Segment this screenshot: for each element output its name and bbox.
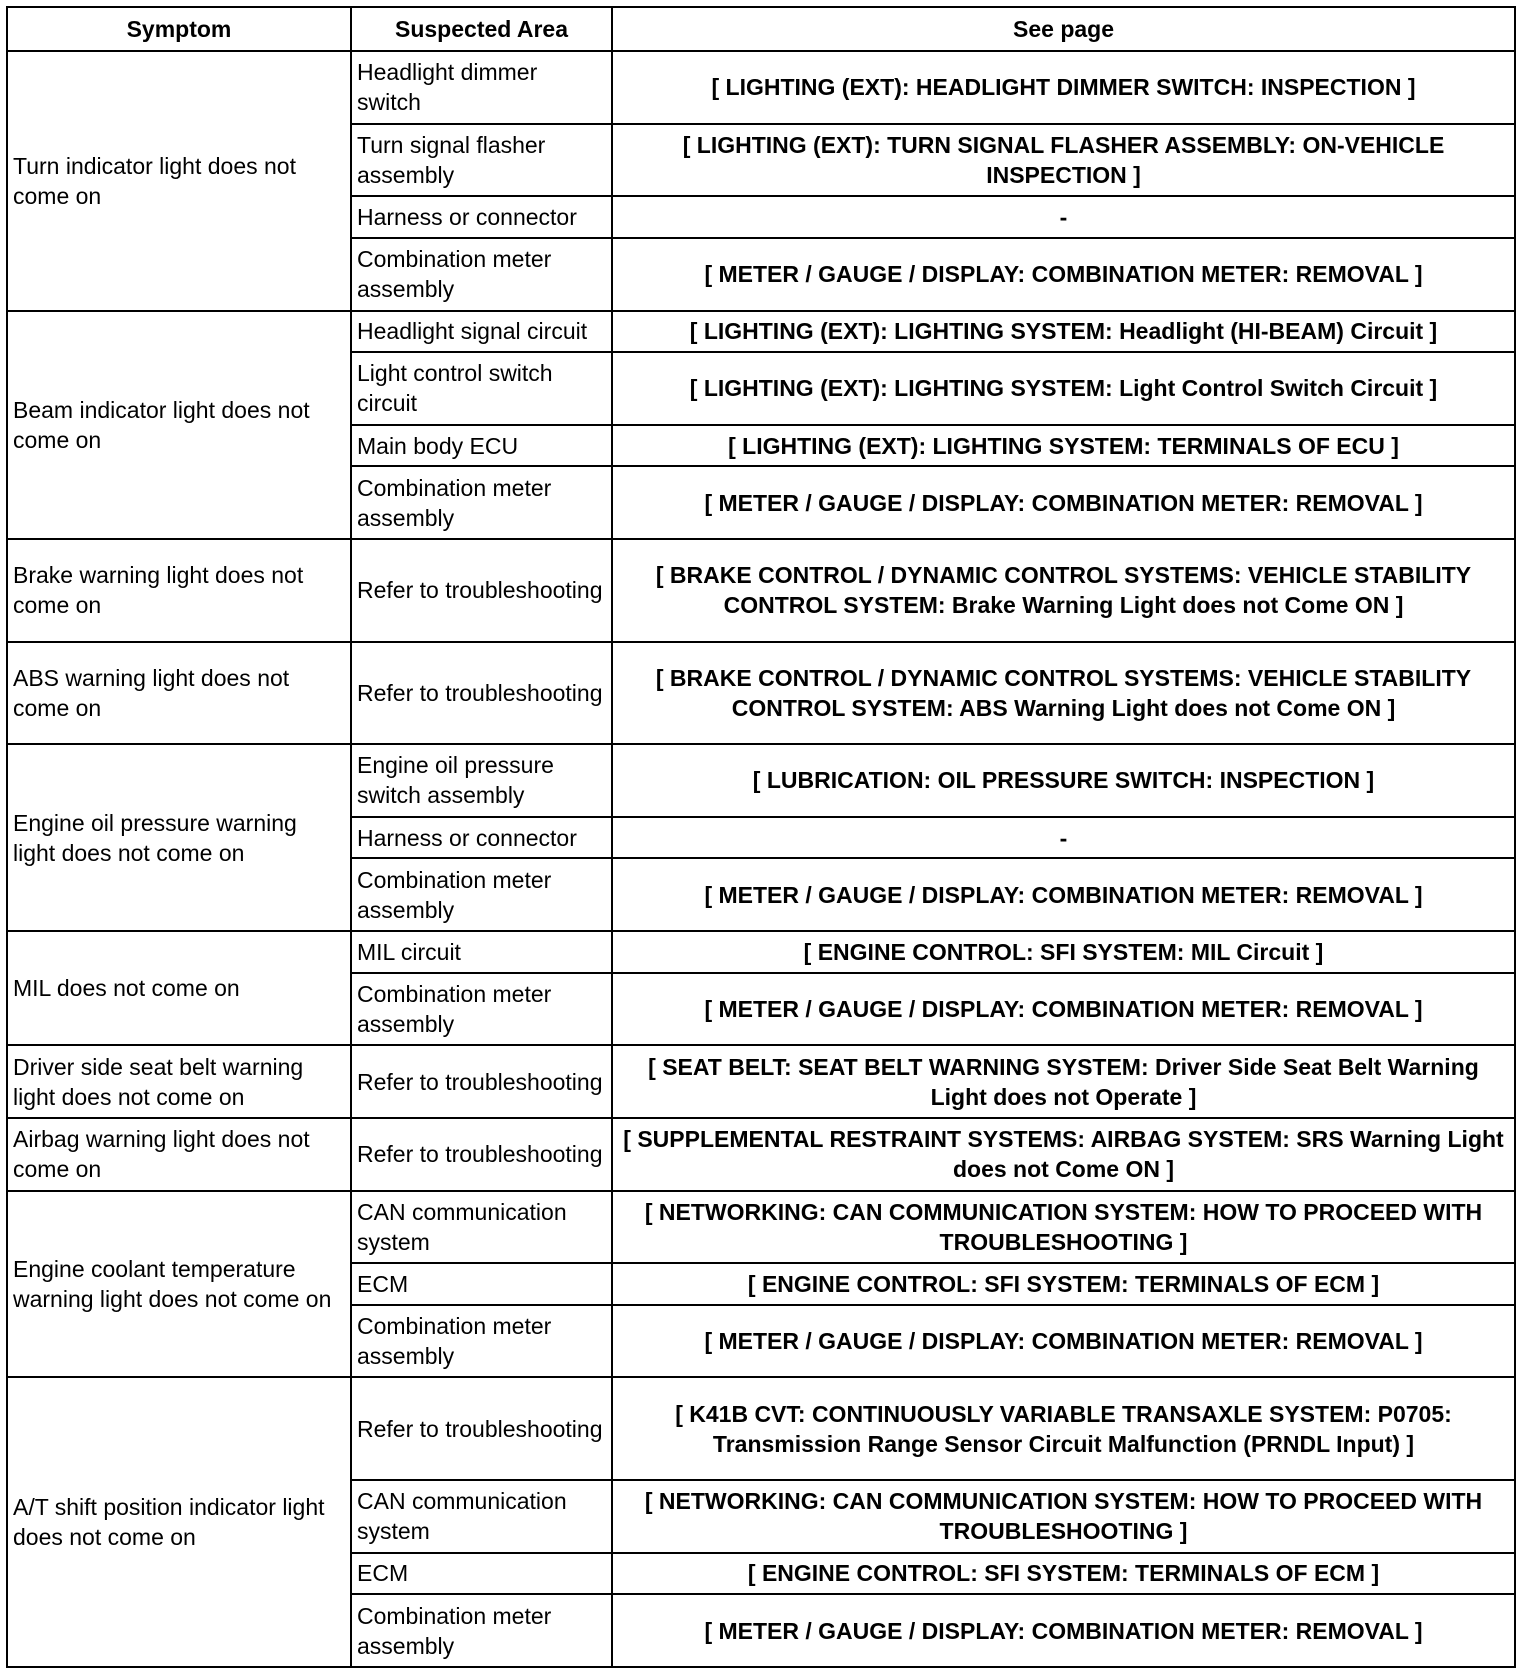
see-page-cell: [ K41B CVT: CONTINUOUSLY VARIABLE TRANSAXLE SYSTEM: P0705: Transmission Range Sensor Circuit Malfunction (PRNDL Input) ] [612,1377,1515,1480]
symptom-cell: Brake warning light does not come on [7,539,351,642]
see-page-cell: [ ENGINE CONTROL: SFI SYSTEM: TERMINALS OF ECM ] [612,1553,1515,1595]
suspected-area-cell: Refer to troubleshooting [351,1118,612,1191]
see-page-cell: [ LIGHTING (EXT): HEADLIGHT DIMMER SWITCH: INSPECTION ] [612,51,1515,124]
table-row [7,642,1515,745]
table-row [7,51,1515,124]
symptom-cell: Driver side seat belt warning light does not come on [7,1045,351,1118]
suspected-area-cell: Engine oil pressure switch assembly [351,744,612,817]
table-row [7,311,1515,353]
suspected-area-cell: CAN communication system [351,1191,612,1264]
see-page-cell: [ METER / GAUGE / DISPLAY: COMBINATION METER: REMOVAL ] [612,973,1515,1046]
see-page-cell: [ SUPPLEMENTAL RESTRAINT SYSTEMS: AIRBAG SYSTEM: SRS Warning Light does not Come ON ] [612,1118,1515,1191]
table-row [7,539,1515,642]
symptom-cell: MIL does not come on [7,931,351,1045]
see-page-cell: [ NETWORKING: CAN COMMUNICATION SYSTEM: HOW TO PROCEED WITH TROUBLESHOOTING ] [612,1480,1515,1553]
suspected-area-cell: ECM [351,1263,612,1305]
suspected-area-cell: Main body ECU [351,425,612,467]
table-row [7,1118,1515,1191]
suspected-area-cell: Turn signal flasher assembly [351,124,612,197]
troubleshooting-table [6,6,1516,1668]
symptom-cell: Engine oil pressure warning light does not come on [7,744,351,931]
see-page-cell: [ LIGHTING (EXT): LIGHTING SYSTEM: Light Control Switch Circuit ] [612,352,1515,425]
suspected-area-cell: Combination meter assembly [351,238,612,311]
see-page-cell: [ LUBRICATION: OIL PRESSURE SWITCH: INSPECTION ] [612,744,1515,817]
suspected-area-cell: Combination meter assembly [351,466,612,539]
suspected-area-cell: Refer to troubleshooting [351,642,612,745]
see-page-cell: [ ENGINE CONTROL: SFI SYSTEM: TERMINALS OF ECM ] [612,1263,1515,1305]
see-page-cell: [ METER / GAUGE / DISPLAY: COMBINATION METER: REMOVAL ] [612,1305,1515,1378]
table-row [7,1377,1515,1480]
table-row [7,1191,1515,1264]
suspected-area-cell: Combination meter assembly [351,973,612,1046]
see-page-cell: [ METER / GAUGE / DISPLAY: COMBINATION METER: REMOVAL ] [612,1594,1515,1667]
suspected-area-cell: Refer to troubleshooting [351,539,612,642]
header-symptom: Symptom [7,7,351,51]
table-row [7,744,1515,817]
suspected-area-cell: Light control switch circuit [351,352,612,425]
see-page-cell: [ LIGHTING (EXT): LIGHTING SYSTEM: Headlight (HI-BEAM) Circuit ] [612,311,1515,353]
suspected-area-cell: Headlight dimmer switch [351,51,612,124]
symptom-cell: ABS warning light does not come on [7,642,351,745]
suspected-area-cell: CAN communication system [351,1480,612,1553]
see-page-cell: [ SEAT BELT: SEAT BELT WARNING SYSTEM: Driver Side Seat Belt Warning Light does not Operate ] [612,1045,1515,1118]
suspected-area-cell: Harness or connector [351,196,612,238]
symptom-cell: Turn indicator light does not come on [7,51,351,311]
suspected-area-cell: Refer to troubleshooting [351,1377,612,1480]
see-page-cell: [ METER / GAUGE / DISPLAY: COMBINATION METER: REMOVAL ] [612,238,1515,311]
table-row [7,931,1515,973]
header-row [7,7,1515,51]
table-row [7,1045,1515,1118]
see-page-cell: [ METER / GAUGE / DISPLAY: COMBINATION METER: REMOVAL ] [612,466,1515,539]
suspected-area-cell: Headlight signal circuit [351,311,612,353]
header-see-page: See page [612,7,1515,51]
header-suspected-area: Suspected Area [351,7,612,51]
see-page-cell: [ LIGHTING (EXT): TURN SIGNAL FLASHER ASSEMBLY: ON-VEHICLE INSPECTION ] [612,124,1515,197]
see-page-cell: [ BRAKE CONTROL / DYNAMIC CONTROL SYSTEMS: VEHICLE STABILITY CONTROL SYSTEM: Brake Warning Light does not Come ON ] [612,539,1515,642]
see-page-cell: - [612,817,1515,859]
symptom-cell: Beam indicator light does not come on [7,311,351,540]
suspected-area-cell: Combination meter assembly [351,1305,612,1378]
suspected-area-cell: Combination meter assembly [351,1594,612,1667]
suspected-area-cell: Combination meter assembly [351,858,612,931]
see-page-cell: [ NETWORKING: CAN COMMUNICATION SYSTEM: HOW TO PROCEED WITH TROUBLESHOOTING ] [612,1191,1515,1264]
symptom-cell: A/T shift position indicator light does not come on [7,1377,351,1667]
see-page-cell: - [612,196,1515,238]
suspected-area-cell: Harness or connector [351,817,612,859]
see-page-cell: [ LIGHTING (EXT): LIGHTING SYSTEM: TERMINALS OF ECU ] [612,425,1515,467]
see-page-cell: [ BRAKE CONTROL / DYNAMIC CONTROL SYSTEMS: VEHICLE STABILITY CONTROL SYSTEM: ABS Warning Light does not Come ON ] [612,642,1515,745]
see-page-cell: [ METER / GAUGE / DISPLAY: COMBINATION METER: REMOVAL ] [612,858,1515,931]
symptom-cell: Engine coolant temperature warning light does not come on [7,1191,351,1378]
symptom-cell: Airbag warning light does not come on [7,1118,351,1191]
suspected-area-cell: Refer to troubleshooting [351,1045,612,1118]
suspected-area-cell: ECM [351,1553,612,1595]
suspected-area-cell: MIL circuit [351,931,612,973]
see-page-cell: [ ENGINE CONTROL: SFI SYSTEM: MIL Circuit ] [612,931,1515,973]
